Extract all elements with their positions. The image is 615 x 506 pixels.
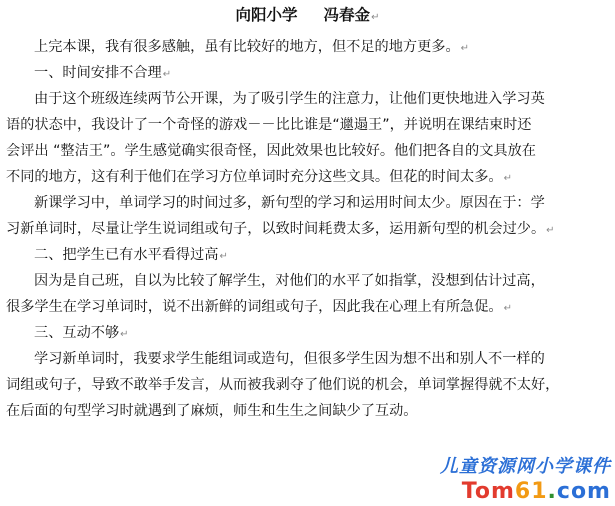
section-heading: 二、把学生已有水平看得过高↵ [34, 247, 228, 263]
text-line: 由于这个班级连续两节公开课，为了吸引学生的注意力，让他们更快地进入学习英 [34, 91, 545, 107]
text-line: 词组或句子，导致不敢举手发言，从而被我剥夺了他们说的机会，单词掌握得就不太好， [6, 377, 560, 393]
text-line: 会评出 “整洁王”。学生感觉确实很奇怪，因此效果也比较好。他们把各自的文具放在 [6, 143, 536, 159]
paragraph-mark-icon: ↵ [546, 225, 555, 236]
paragraph-mark-icon: ↵ [120, 329, 129, 340]
section-heading: 三、互动不够↵ [34, 325, 129, 341]
watermark-site-name: 儿童资源网小学课件 [440, 456, 611, 477]
paragraph-mark-icon: ↵ [219, 251, 228, 262]
text-line: 新课学习中，单词学习的时间过多，新句型的学习和运用时间太少。原因在于：学 [34, 195, 545, 211]
title-school: 向阳小学 [235, 6, 298, 24]
paragraph-mark-icon: ↵ [503, 173, 512, 184]
watermark-logo [389, 452, 611, 504]
text-line: 在后面的句型学习时就遇到了麻烦，师生和生生之间缺少了互动。 [6, 403, 418, 419]
text-line: 很多学生在学习单词时，说不出新鲜的词组或句子，因此我在心理上有所急促。↵ [6, 299, 512, 315]
paragraph-mark-icon: ↵ [460, 43, 470, 54]
section-heading: 一、时间安排不合理↵ [34, 65, 172, 81]
title-author: 冯春金 [323, 6, 371, 24]
paragraph-mark-icon: ↵ [162, 69, 172, 80]
text-line: 习新单词时，尽量让学生说词组或句子，以致时间耗费太多，运用新句型的机会过少。↵ [6, 221, 555, 237]
text-line: 不同的地方，这有利于他们在学习方位单词时充分这些文具。但花的时间太多。↵ [6, 169, 512, 185]
watermark-domain: Tom61.com [461, 479, 611, 504]
paragraph-mark-icon: ↵ [371, 12, 380, 23]
document-title [0, 4, 615, 29]
paragraph-mark-icon: ↵ [503, 303, 512, 314]
text-line: 上完本课，我有很多感触，虽有比较好的地方，但不足的地方更多。↵ [34, 39, 470, 55]
text-line: 语的状态中，我设计了一个奇怪的游戏－－比比谁是“邋遢王”，并说明在课结束时还 [6, 117, 532, 133]
text-line: 因为是自己班，自以为比较了解学生，对他们的水平了如指掌，没想到估计过高， [34, 273, 545, 289]
text-line: 学习新单词时，我要求学生能组词或造句，但很多学生因为想不出和别人不一样的 [34, 351, 545, 367]
